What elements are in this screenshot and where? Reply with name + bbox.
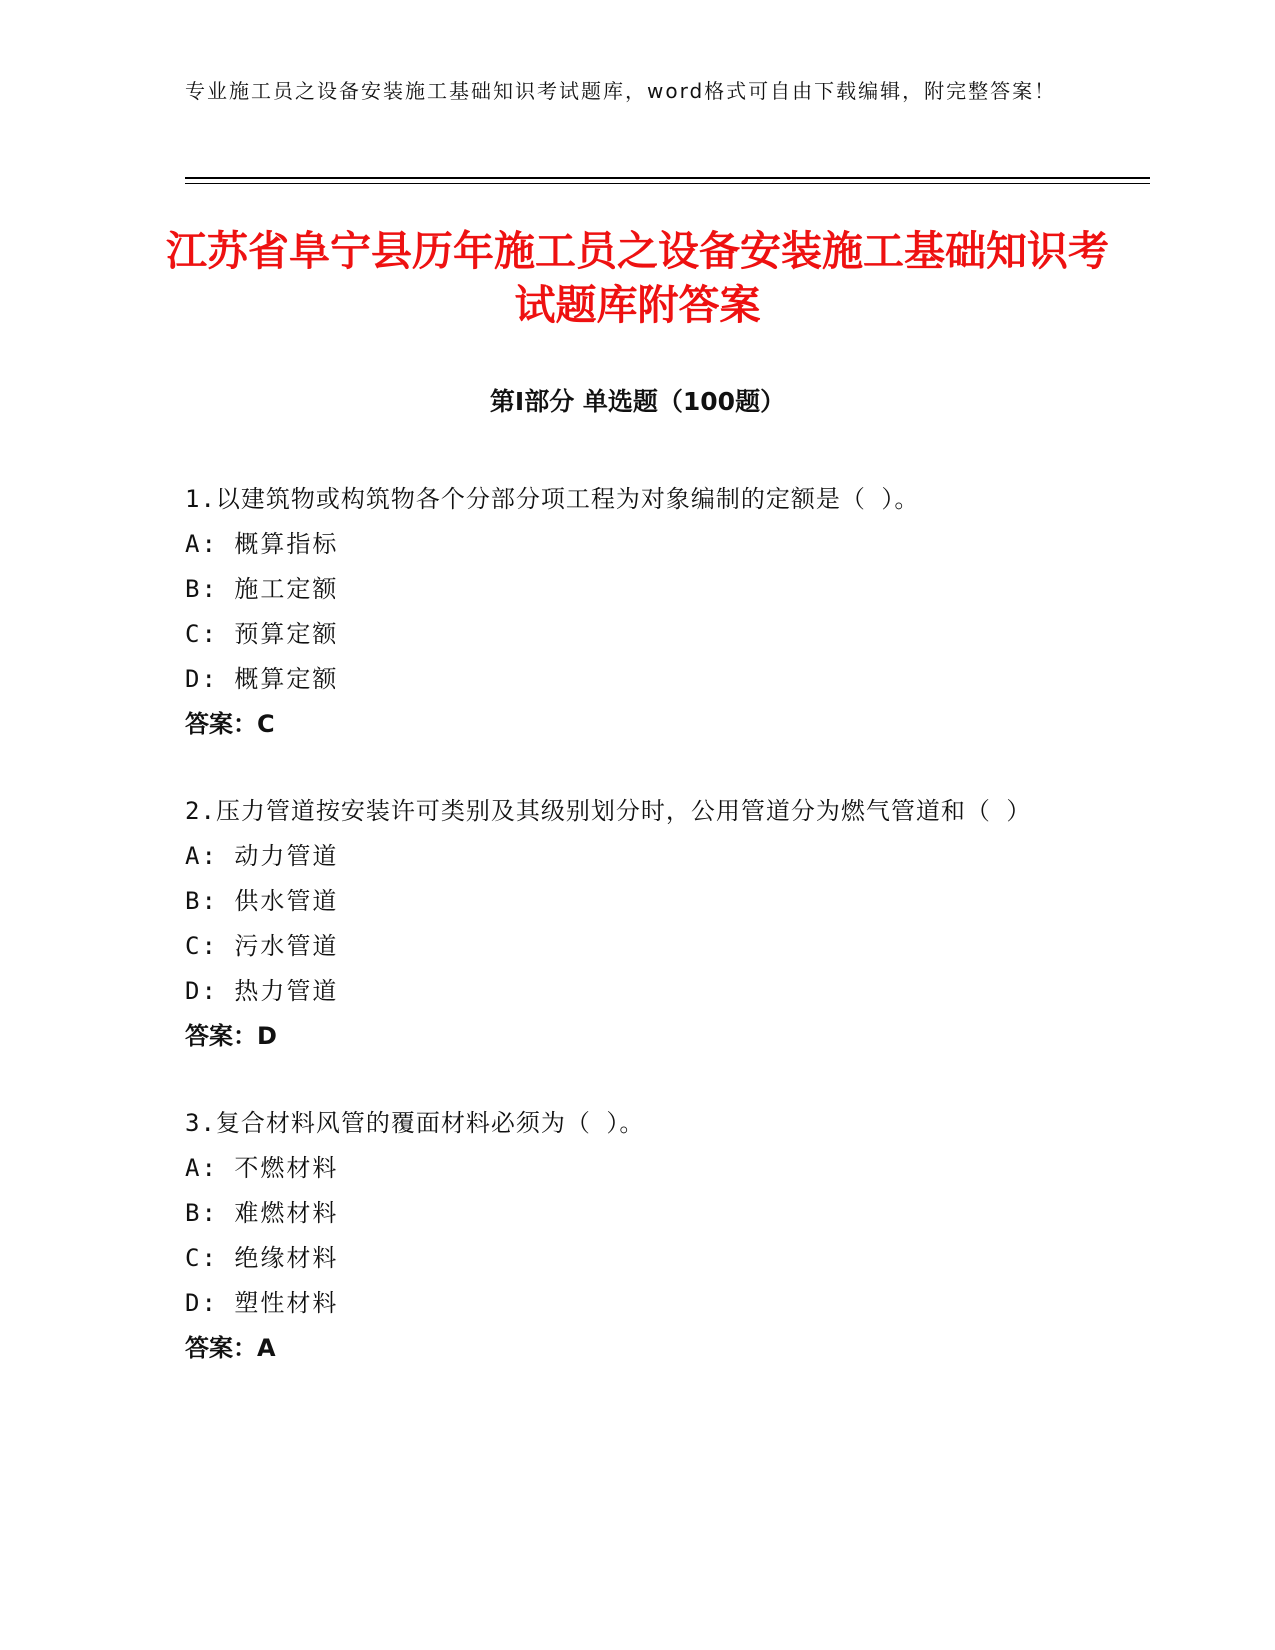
answer-value: D	[257, 1022, 277, 1050]
option-b: B: 供水管道	[185, 887, 339, 915]
header-rule-thick	[185, 177, 1150, 179]
answer-value: A	[257, 1334, 276, 1362]
document-title: 江苏省阜宁县历年施工员之设备安装施工基础知识考试题库附答案	[166, 227, 1109, 329]
answer-line	[185, 702, 1075, 747]
header-rule-thin	[185, 183, 1150, 184]
answer-prefix: 答案：	[185, 1334, 257, 1362]
option-b: B: 难燃材料	[185, 1199, 339, 1227]
question-text: 2.压力管道按安装许可类别及其级别划分时，公用管道分为燃气管道和（ ）	[185, 797, 1032, 825]
option-a: A: 概算指标	[185, 530, 339, 558]
question-text: 1.以建筑物或构筑物各个分部分项工程为对象编制的定额是（ ）。	[185, 485, 920, 513]
question-list	[185, 476, 1075, 1412]
option-b: B: 施工定额	[185, 575, 339, 603]
answer-value: C	[257, 710, 275, 738]
question-3	[185, 1100, 1075, 1371]
question-2	[185, 788, 1075, 1059]
option-d: D: 概算定额	[185, 665, 339, 693]
header-note: 专业施工员之设备安装施工基础知识考试题库，word格式可自由下载编辑，附完整答案！	[185, 79, 1057, 103]
answer-line	[185, 1326, 1075, 1371]
question-1	[185, 476, 1075, 747]
option-a: A: 不燃材料	[185, 1154, 339, 1182]
option-d: D: 塑性材料	[185, 1289, 339, 1317]
option-a: A: 动力管道	[185, 842, 339, 870]
option-c: C: 预算定额	[185, 620, 339, 648]
option-c: C: 污水管道	[185, 932, 339, 960]
answer-prefix: 答案：	[185, 710, 257, 738]
answer-prefix: 答案：	[185, 1022, 257, 1050]
section-title: 第Ⅰ部分 单选题（100题）	[489, 387, 786, 416]
answer-line	[185, 1014, 1075, 1059]
option-d: D: 热力管道	[185, 977, 339, 1005]
question-text: 3.复合材料风管的覆面材料必须为（ ）。	[185, 1109, 645, 1137]
option-c: C: 绝缘材料	[185, 1244, 339, 1272]
